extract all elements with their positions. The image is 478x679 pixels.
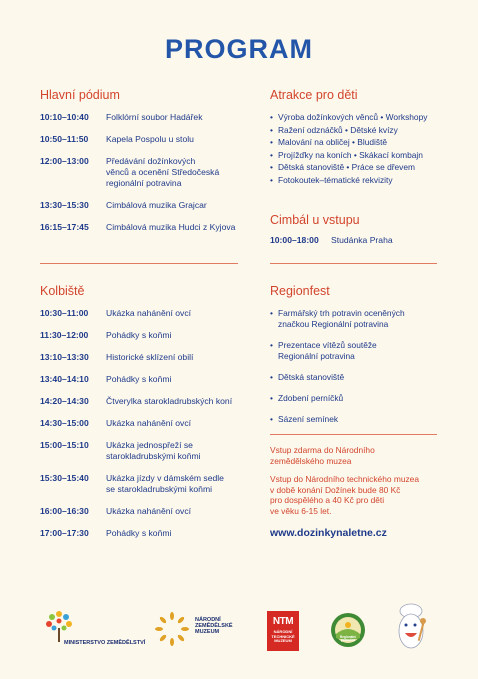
schedule-row [40, 473, 240, 495]
schedule-desc-line: Cimbálová muzika Grajcar [106, 200, 207, 210]
schedule-desc [106, 112, 240, 123]
schedule-time: 10:30–11:00 [40, 308, 89, 318]
schedule-time: 12:00–13:00 [40, 156, 89, 166]
schedule-desc [106, 473, 240, 495]
wheat-wreath-icon [155, 612, 189, 646]
schedule-desc-line: regionální potravina [106, 178, 182, 188]
schedule-desc-line: Ukázka nahánění ovcí [106, 418, 192, 428]
schedule-desc-line: Ukázka nahánění ovcí [106, 308, 192, 318]
schedule-row [40, 222, 240, 233]
section-heading: Kolbiště [40, 284, 85, 298]
section-hlavni-podium [40, 88, 240, 233]
logo-mascot [394, 603, 428, 653]
note-text [270, 445, 442, 466]
schedule-row [40, 352, 240, 363]
note-line: zemědělského muzea [270, 455, 352, 466]
schedule-row [40, 396, 240, 407]
schedule-desc-line: starokladrubskými koňmi [106, 451, 201, 461]
list-item-line: značkou Regionální potravina [278, 319, 389, 329]
tree-icon [44, 608, 74, 644]
logo-ministerstvo [40, 608, 146, 650]
section-heading: Regionfest [270, 284, 330, 298]
schedule-row [270, 235, 442, 246]
logo-ntm: NTM NÁRODNÍ TECHNICKÉ MUZEUM [267, 611, 299, 651]
schedule-time: 15:00–15:10 [40, 440, 89, 450]
schedule-time: 14:30–15:00 [40, 418, 89, 428]
schedule-desc: Studánka Praha [331, 235, 393, 245]
schedule-desc [106, 528, 240, 539]
list-item [270, 393, 442, 404]
schedule-desc-line: Ukázka jízdy v dámském sedle [106, 473, 224, 483]
list-item: • Dětská stanoviště • Práce se dřevem [270, 162, 442, 173]
schedule-desc-line: se starokladrubskými koňmi [106, 484, 213, 494]
schedule-desc [106, 200, 240, 211]
list-item-line: • Sázení semínek [278, 414, 339, 424]
schedule-time: 13:30–15:30 [40, 200, 89, 210]
section-heading: Hlavní pódium [40, 88, 120, 102]
schedule-desc-line: Pohádky s koňmi [106, 374, 172, 384]
page-title: PROGRAM [165, 34, 313, 64]
schedule-row [40, 308, 240, 319]
website-link[interactable]: www.dozinkynaletne.cz [270, 527, 387, 539]
schedule-time: 10:50–11:50 [40, 134, 89, 144]
divider [270, 263, 437, 264]
schedule-row [40, 156, 240, 189]
section-cimbal [270, 213, 442, 246]
divider [40, 263, 238, 264]
entry-note [270, 445, 442, 539]
schedule-desc [106, 440, 240, 462]
section-atrakce [270, 88, 442, 186]
ntm-mark: NTM [272, 616, 294, 627]
schedule-time: 13:10–13:30 [40, 352, 89, 362]
schedule-time: 13:40–14:10 [40, 374, 89, 384]
section-heading: Cimbál u vstupu [270, 213, 360, 227]
schedule-time: 10:10–10:40 [40, 112, 89, 122]
list-item: • Projížďky na koních • Skákací kombajn [270, 150, 442, 161]
schedule-row [40, 134, 240, 145]
schedule-time: 16:00–16:30 [40, 506, 89, 516]
list-item-line: • Farmářský trh potravin oceněných [278, 308, 405, 318]
list-item [270, 414, 442, 425]
schedule-desc-line: Pohádky s koňmi [106, 330, 172, 340]
schedule-time: 10:00–18:00 [270, 235, 319, 245]
logo-label: Regionální potravina [339, 635, 357, 643]
schedule-desc-line: Historické sklízení obilí [106, 352, 194, 362]
list-item [270, 308, 442, 330]
list-item-line: Regionální potravina [278, 351, 355, 361]
section-regionfest [270, 284, 442, 425]
schedule-row [40, 440, 240, 462]
schedule-desc-line: věnců a ocenění Středočeská [106, 167, 220, 177]
note-line: Vstup do Národního technického muzea [270, 474, 419, 484]
note-line: Vstup zdarma do Národního [270, 445, 375, 455]
schedule-row [40, 528, 240, 539]
logo-label: MINISTERSTVO ZEMĚDĚLSTVÍ [64, 640, 146, 646]
note-text [270, 474, 442, 516]
schedule-row [40, 418, 240, 429]
schedule-desc-line: Kapela Pospolu u stolu [106, 134, 194, 144]
schedule-desc [106, 330, 240, 341]
list-item-line: • Prezentace vítězů soutěže [278, 340, 377, 350]
schedule-desc-line: Ukázka jednospřeží se [106, 440, 193, 450]
list-item: • Malování na obličej • Bludiště [270, 137, 442, 148]
logo-label: NÁRODNÍ ZEMĚDĚLSKÉ MUZEUM [195, 617, 233, 635]
schedule-row [40, 330, 240, 341]
list-item: • Výroba dožínkových věnců • Workshopy [270, 112, 442, 123]
logo-nzm [155, 610, 255, 652]
schedule-time: 14:20–14:30 [40, 396, 89, 406]
schedule-desc [106, 222, 240, 233]
schedule-time: 15:30–15:40 [40, 473, 89, 483]
list-item [270, 340, 442, 362]
schedule-desc [106, 308, 240, 319]
logo-regionalni-potravina [330, 612, 366, 648]
note-line: pro dospělého a 40 Kč pro děti [270, 495, 385, 505]
note-line: ve věku 6-15 let. [270, 505, 332, 516]
section-kolbiste [40, 284, 240, 539]
schedule-time: 16:15–17:45 [40, 222, 89, 232]
schedule-row [40, 374, 240, 385]
section-heading: Atrakce pro děti [270, 88, 358, 102]
note-line: v době konání Dožínek bude 80 Kč [270, 484, 401, 495]
list-item: • Ražení odznáčků • Dětské kvízy [270, 125, 442, 136]
schedule-row [40, 506, 240, 517]
schedule-desc-line: Ukázka nahánění ovcí [106, 506, 192, 516]
schedule-desc [106, 418, 240, 429]
divider [270, 434, 437, 435]
schedule-time: 11:30–12:00 [40, 330, 89, 340]
schedule-desc [106, 374, 240, 385]
schedule-desc-line: Pohádky s koňmi [106, 528, 172, 538]
schedule-desc [106, 506, 240, 517]
schedule-time: 17:00–17:30 [40, 528, 89, 538]
schedule-desc [106, 352, 240, 363]
schedule-desc-line: Čtverylka starokladrubských koní [106, 396, 233, 406]
schedule-desc [106, 156, 240, 189]
schedule-row [40, 200, 240, 211]
list-item-line: • Dětská stanoviště [278, 372, 345, 382]
list-item: • Fotokoutek–tématické rekvizity [270, 175, 442, 186]
schedule-desc [106, 134, 240, 145]
list-item [270, 372, 442, 383]
schedule-desc [106, 396, 240, 407]
chef-mascot-icon [394, 603, 428, 653]
schedule-desc-line: Folklórní soubor Hadářek [106, 112, 203, 122]
list-item-line: • Zdobení perníčků [278, 393, 344, 403]
schedule-desc-line: Předávání dožínkových [106, 156, 196, 166]
schedule-desc-line: Cimbálová muzika Hudci z Kyjova [106, 222, 236, 232]
schedule-row [40, 112, 240, 123]
